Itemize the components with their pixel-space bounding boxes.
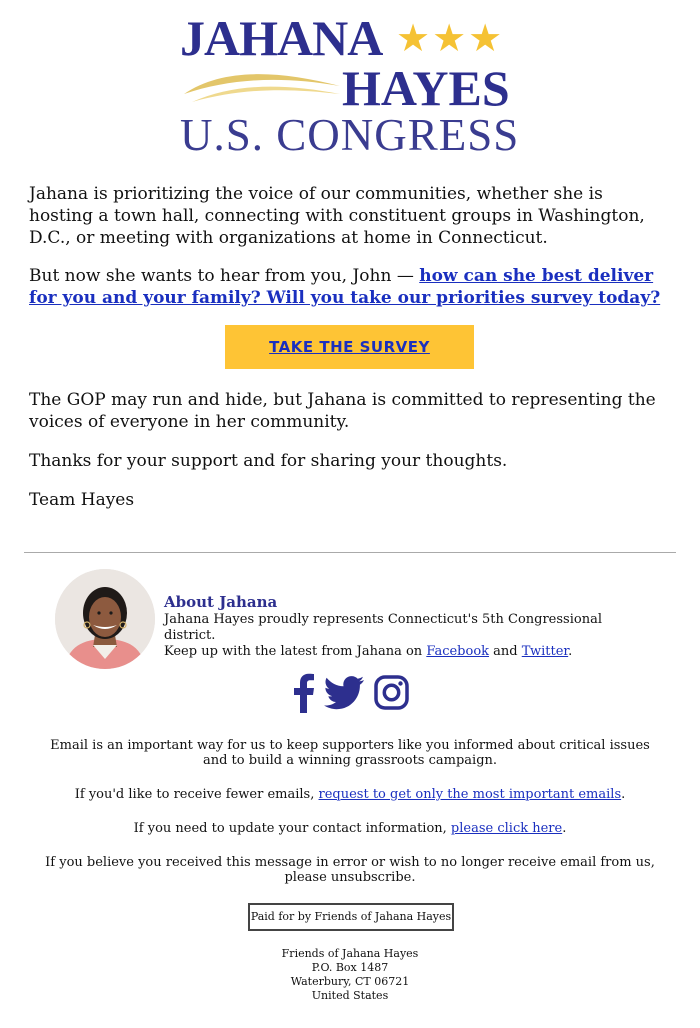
about-title: About Jahana <box>164 593 278 611</box>
update-contact-link[interactable]: please click here <box>450 821 563 836</box>
footer-fewer-emails <box>40 787 660 802</box>
footer-fewer-emails-end: . <box>621 787 626 802</box>
portrait-image <box>55 569 155 669</box>
facebook-icon[interactable] <box>292 673 316 717</box>
gop-paragraph: The GOP may run and hide, but Jahana is committed to representing the voices of everyone in her community. <box>29 390 656 432</box>
campaign-logo <box>180 8 525 158</box>
logo-name-last: HAYES <box>342 60 510 116</box>
facebook-link[interactable]: Facebook <box>426 644 490 659</box>
about-period: . <box>568 644 573 659</box>
email-closing <box>29 389 669 528</box>
signoff: Team Hayes <box>29 490 135 510</box>
about-line-2 <box>164 644 644 660</box>
footer-fewer-emails-text: If you'd like to receive fewer emails, <box>74 787 319 802</box>
email-body <box>29 183 669 369</box>
instagram-icon[interactable] <box>374 675 409 714</box>
about-line-2-text: Keep up with the latest from Jahana on <box>164 644 427 659</box>
twitter-icon[interactable] <box>324 676 364 714</box>
email-footer <box>40 738 660 904</box>
footer-update-contact-end: . <box>562 821 567 836</box>
about-section <box>164 593 644 660</box>
intro-paragraph: Jahana is prioritizing the voice of our communities, whether she is hosting a town hall, connecting with constituent groups in Washington, D.C., or meeting with organizations at home in Connecticut. <box>29 184 645 248</box>
address-line: United States <box>311 989 389 1002</box>
fewer-emails-link[interactable]: request to get only the most important emails <box>318 787 622 802</box>
address-line: Friends of Jahana Hayes <box>281 947 419 960</box>
footer-unsubscribe-note: If you believe you received this message in error or wish to no longer receive email from us, please unsubscribe. <box>45 855 655 885</box>
about-line-1: Jahana Hayes proudly represents Connecticut's 5th Congressional district. <box>164 612 602 643</box>
survey-link[interactable]: how can she best deliver for you and your family? Will you take our priorities survey today? <box>29 266 661 308</box>
about-and: and <box>489 644 522 659</box>
avatar <box>55 569 155 669</box>
footer-update-contact <box>40 821 660 836</box>
address-line: P.O. Box 1487 <box>311 961 389 974</box>
address-line: Waterbury, CT 06721 <box>290 975 410 988</box>
survey-paragraph-text: But now she wants to hear from you, John — <box>29 266 420 286</box>
thanks-paragraph: Thanks for your support and for sharing your thoughts. <box>29 451 508 471</box>
footer-email-note: Email is an important way for us to keep supporters like you informed about critical issues and to build a winning grassroots campaign. <box>50 738 650 768</box>
survey-paragraph <box>29 265 669 309</box>
footer-update-contact-text: If you need to update your contact information, <box>133 821 451 836</box>
twitter-link[interactable]: Twitter <box>521 644 569 659</box>
logo-name-first: JAHANA <box>180 10 383 66</box>
social-links <box>290 673 412 713</box>
mailing-address <box>200 947 500 1003</box>
star-icons: ★★★ <box>396 16 505 60</box>
logo-office: U.S. CONGRESS <box>180 110 520 160</box>
take-survey-button[interactable]: TAKE THE SURVEY <box>225 325 474 369</box>
section-divider <box>24 552 676 553</box>
paid-for-disclaimer: Paid for by Friends of Jahana Hayes <box>248 903 454 931</box>
swoosh-icon <box>182 64 342 104</box>
